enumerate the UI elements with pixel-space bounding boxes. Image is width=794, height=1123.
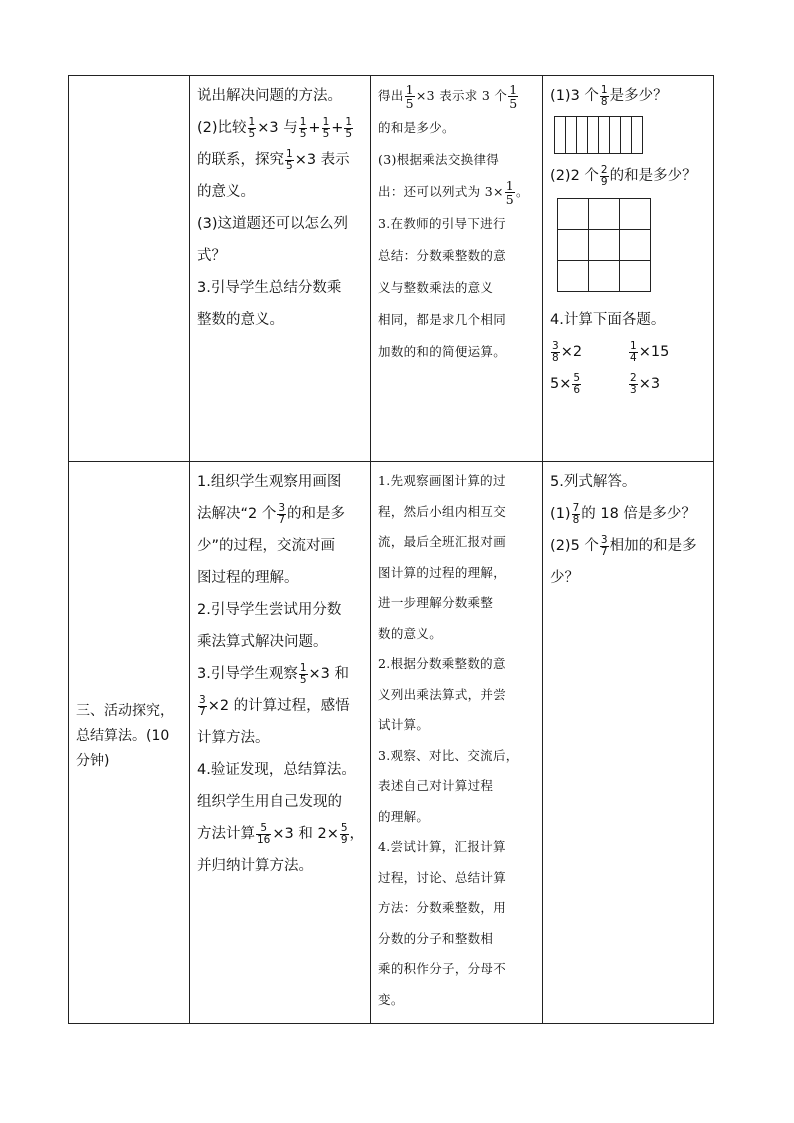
fraction-5-9: $\frac{5}{9}$ — [340, 821, 348, 846]
text-line: 图计算的过程的理解， — [378, 564, 507, 580]
fraction-1-5: $\frac{1}{5}$ — [322, 115, 330, 140]
text-line: (3)这道题还可以怎么列 — [197, 216, 349, 232]
stage-title-line: 三、活动探究， — [76, 703, 174, 719]
text-line: (2)比较 $\frac{1}{5}$ ×3 与 $\frac{1}{5}$ + $\frac{1}{5}$ + $\frac{1}{5}$ — [197, 115, 353, 140]
text-line: 流，最后全班汇报对画 — [378, 534, 507, 549]
text-line: 义与整数乘法的意义 — [378, 280, 494, 295]
fraction-7-8: $\frac{7}{8}$ — [572, 501, 580, 526]
teacher-activity-cell — [190, 76, 371, 462]
text-line: 3.在教师的引导下进行 — [378, 216, 506, 231]
text-line: 3.引导学生总结分数乘 — [197, 280, 342, 296]
text-line: 图过程的理解。 — [197, 570, 299, 586]
exercise-row: 5× $\frac{5}{6}$ $\frac{2}{3}$ ×3 — [550, 371, 661, 396]
text-line: 方法计算 $\frac{5}{16}$ ×3 和 2× $\frac{5}{9}$ ， — [197, 821, 365, 846]
text-line: 乘法算式解决问题。 — [197, 634, 328, 650]
fraction-3-7: $\frac{3}{7}$ — [278, 501, 286, 526]
fraction-1-5: $\frac{1}{5}$ — [299, 115, 307, 140]
text-line: 3.观察、对比、交流后， — [378, 747, 519, 763]
fraction-3-7: $\frac{3}{7}$ — [199, 693, 206, 718]
text-line: (3)根据乘法交换律得 — [378, 152, 500, 167]
eighths-strip-diagram — [554, 116, 643, 154]
text-line: 过程，讨论、总结计算 — [378, 869, 507, 885]
exercise-cell — [543, 462, 714, 1024]
student-activity-cell — [371, 462, 543, 1024]
text-line: 义列出乘法算式，并尝 — [378, 686, 507, 702]
text-line: 4.尝试计算，汇报计算 — [378, 839, 506, 854]
text-line: 并归纳计算方法。 — [197, 858, 313, 874]
text-line: 组织学生用自己发现的 — [197, 794, 342, 810]
text-line: 计算方法。 — [197, 730, 270, 746]
question-1: (1)3 个 $\frac{1}{8}$ 是多少？ — [550, 83, 668, 108]
text-line: 加数的和的简便运算。 — [378, 344, 507, 359]
fraction-1-5: $\frac{1}{5}$ — [345, 115, 353, 140]
fraction-1-5: $\frac{1}{5}$ — [299, 661, 307, 686]
lesson-plan-table — [68, 75, 714, 1024]
fraction-1-8: $\frac{1}{8}$ — [600, 83, 608, 108]
fraction-3-8: $\frac{3}{8}$ — [552, 339, 559, 364]
teacher-activity-cell — [190, 462, 371, 1024]
fraction-2-3: $\frac{2}{3}$ — [630, 371, 637, 396]
text-line: $\frac{3}{7}$ ×2 的计算过程，感悟 — [199, 693, 350, 718]
fraction-1-5: $\frac{1}{5}$ — [509, 82, 518, 111]
fraction-1-5: $\frac{1}{5}$ — [405, 82, 414, 111]
text-line: 少”的过程，交流对画 — [197, 538, 336, 554]
text-line: 整数的意义。 — [197, 312, 284, 328]
ninths-grid-diagram — [557, 198, 651, 292]
question-5-2: (2)5 个 $\frac{3}{7}$ 相加的和是多 — [550, 533, 697, 558]
text-line: 2.根据分数乘整数的意 — [378, 656, 506, 671]
fraction-1-4: $\frac{1}{4}$ — [630, 339, 637, 364]
text-line: 4.验证发现，总结算法。 — [197, 762, 356, 778]
text-line: 的意义。 — [197, 184, 255, 200]
text-line: 的理解。 — [378, 808, 430, 824]
table-row — [69, 76, 714, 462]
text-line: 进一步理解分数乘整 — [378, 595, 494, 610]
text-line: 程，然后小组内相互交 — [378, 503, 507, 519]
text-line: 法解决“2 个 $\frac{3}{7}$ 的和是多 — [197, 501, 346, 526]
exercise-row: $\frac{3}{8}$ ×2 $\frac{1}{4}$ ×15 — [552, 339, 670, 364]
text-line: 的联系，探究 $\frac{1}{5}$ ×3 表示 — [197, 147, 350, 172]
fraction-5-16: $\frac{5}{16}$ — [257, 821, 271, 846]
fraction-1-5: $\frac{1}{5}$ — [286, 147, 293, 172]
text-line: 的和是多少。 — [378, 120, 455, 135]
text-line: 3.引导学生观察 $\frac{1}{5}$ ×3 和 — [197, 661, 350, 686]
question-5-1: (1) $\frac{7}{8}$ 的 18 倍是多少？ — [550, 501, 696, 526]
text-line: 相同，都是求几个相同 — [378, 312, 507, 327]
text-line: 数的意义。 — [378, 625, 443, 641]
fraction-1-5: $\frac{1}{5}$ — [248, 115, 256, 140]
fraction-5-6: $\frac{5}{6}$ — [573, 371, 581, 396]
text-line: 变。 — [378, 991, 404, 1007]
text-line: 式？ — [197, 248, 226, 264]
table-row — [69, 462, 714, 1024]
text-line: 方法：分数乘整数，用 — [378, 900, 507, 915]
text-line: 2.引导学生尝试用分数 — [197, 602, 342, 618]
question-5-title: 5.列式解答。 — [550, 474, 637, 490]
question-4-title: 4.计算下面各题。 — [550, 312, 666, 328]
stage-title-line: 分钟) — [76, 753, 110, 769]
stage-title-line: 总结算法。(10 — [76, 728, 170, 744]
text-line: 得出 $\frac{1}{5}$ ×3 表示求 3 个 $\frac{1}{5}$ — [378, 82, 518, 111]
text-line: 总结：分数乘整数的意 — [378, 248, 507, 263]
text-line: 出：还可以列式为 3× $\frac{1}{5}$ 。 — [378, 178, 529, 207]
stage-cell — [69, 462, 190, 1024]
text-line: 试计算。 — [378, 717, 430, 732]
text-line: 1.先观察画图计算的过 — [378, 473, 506, 488]
text-line: 少？ — [550, 570, 580, 586]
fraction-1-5: $\frac{1}{5}$ — [505, 178, 514, 207]
stage-cell-empty — [69, 76, 190, 462]
question-2: (2)2 个 $\frac{2}{9}$ 的和是多少？ — [550, 163, 697, 188]
student-activity-cell — [371, 76, 543, 462]
text-line: 乘的积作分子，分母不 — [378, 961, 507, 976]
text-line: 说出解决问题的方法。 — [197, 88, 342, 104]
text-line: 1.组织学生观察用画图 — [197, 474, 342, 490]
fraction-3-7: $\frac{3}{7}$ — [600, 533, 608, 558]
text-line: 表述自己对计算过程 — [378, 778, 494, 793]
fraction-2-9: $\frac{2}{9}$ — [600, 163, 608, 188]
exercise-cell — [543, 76, 714, 462]
text-line: 分数的分子和整数相 — [378, 930, 494, 946]
